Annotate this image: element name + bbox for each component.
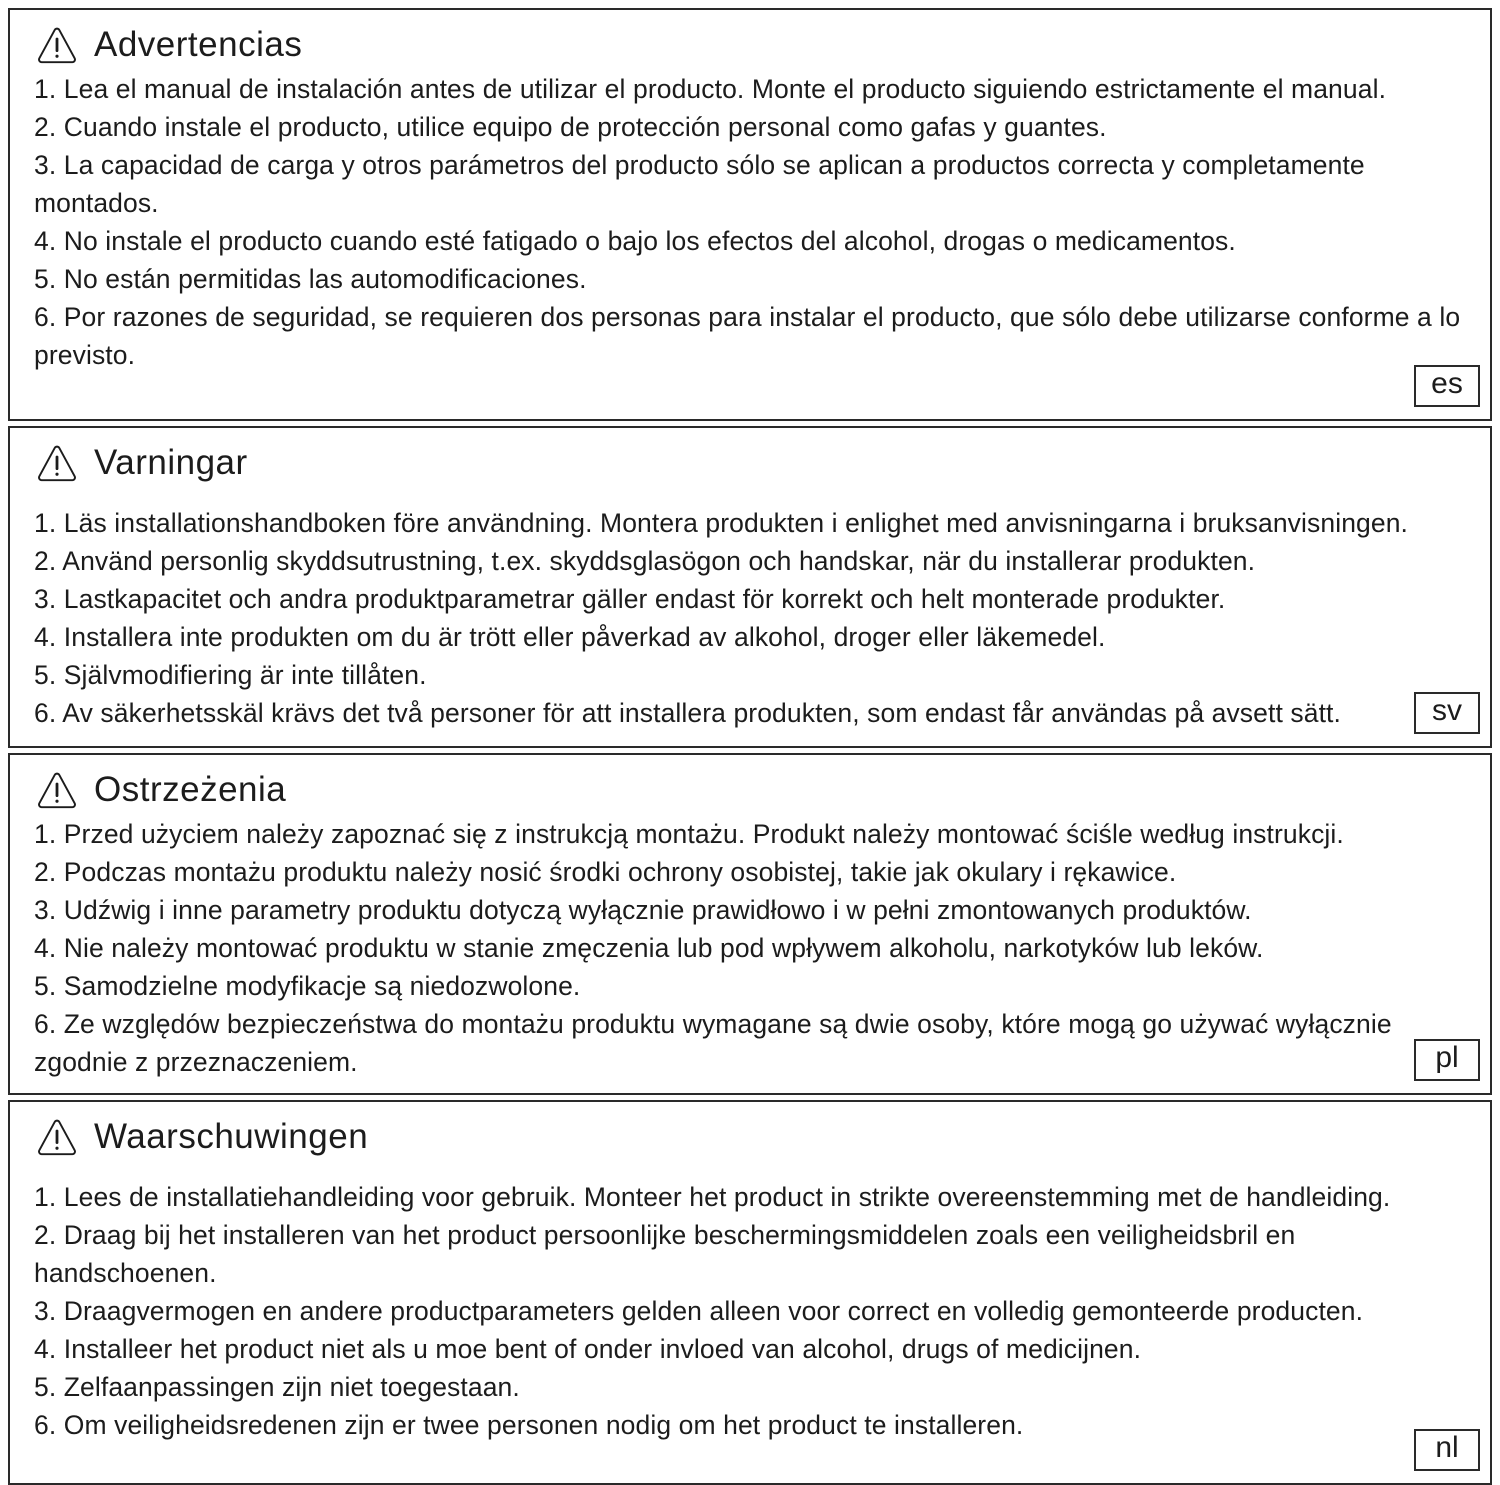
warning-item: 3. Udźwig i inne parametry produktu dotyczą wyłącznie prawidłowo i w pełni zmontowanych produktów. (34, 895, 1252, 925)
warning-item: 4. No instale el producto cuando esté fatigado o bajo los efectos del alcohol, drogas o medicamentos. (34, 226, 1236, 256)
language-badge-es: es (1414, 365, 1480, 407)
section-heading (36, 769, 1466, 811)
warning-list (34, 815, 1466, 1081)
warning-triangle-icon (36, 24, 78, 66)
warning-item: 2. Podczas montażu produktu należy nosić środki ochrony osobistej, takie jak okulary i rękawice. (34, 857, 1177, 887)
section-heading (36, 24, 1466, 66)
warning-item: 6. Por razones de seguridad, se requieren dos personas para instalar el producto, que sólo debe utilizarse conforme a lo previsto. (34, 302, 1461, 370)
warning-item: 2. Använd personlig skyddsutrustning, t.ex. skyddsglasögon och handskar, när du installerar produkten. (34, 546, 1256, 576)
section-title: Waarschuwingen (94, 1117, 369, 1156)
warning-section-pl (8, 753, 1492, 1095)
warning-item: 2. Draag bij het installeren van het product persoonlijke beschermingsmiddelen zoals een veiligheidsbril en handschoenen. (34, 1220, 1296, 1288)
warning-item: 3. Lastkapacitet och andra produktparametrar gäller endast för korrekt och helt monterade produkter. (34, 584, 1226, 614)
warning-item: 1. Przed użyciem należy zapoznać się z instrukcją montażu. Produkt należy montować ściśle według instrukcji. (34, 819, 1344, 849)
warning-triangle-icon (36, 769, 78, 811)
section-heading (36, 1116, 1466, 1158)
warning-section-es (8, 8, 1492, 421)
language-badge-nl: nl (1414, 1429, 1480, 1471)
warning-list (34, 504, 1466, 732)
language-badge-sv: sv (1414, 692, 1480, 734)
section-heading (36, 442, 1466, 484)
warning-triangle-icon (36, 442, 78, 484)
warning-item: 3. La capacidad de carga y otros parámetros del producto sólo se aplican a productos correcta y completamente montados. (34, 150, 1365, 218)
warning-list (34, 70, 1466, 374)
warning-item: 1. Lea el manual de instalación antes de utilizar el producto. Monte el producto siguiendo estrictamente el manual. (34, 74, 1387, 104)
warning-item: 2. Cuando instale el producto, utilice equipo de protección personal como gafas y guantes. (34, 112, 1107, 142)
warning-section-sv (8, 426, 1492, 748)
warning-item: 5. No están permitidas las automodificaciones. (34, 264, 587, 294)
warning-item: 6. Om veiligheidsredenen zijn er twee personen nodig om het product te installeren. (34, 1410, 1024, 1440)
warning-item: 5. Samodzielne modyfikacje są niedozwolone. (34, 971, 581, 1001)
warning-item: 6. Ze względów bezpieczeństwa do montażu produktu wymagane są dwie osoby, które mogą go używać wyłącznie zgodnie z przeznaczeniem. (34, 1009, 1392, 1077)
language-badge-pl: pl (1414, 1039, 1480, 1081)
warning-item: 4. Nie należy montować produktu w stanie zmęczenia lub pod wpływem alkoholu, narkotyków lub leków. (34, 933, 1264, 963)
section-title: Advertencias (94, 25, 303, 64)
warning-item: 1. Lees de installatiehandleiding voor gebruik. Monteer het product in strikte overeenstemming met de handleiding. (34, 1182, 1391, 1212)
warning-triangle-icon (36, 1116, 78, 1158)
warning-item: 4. Installeer het product niet als u moe bent of onder invloed van alcohol, drugs of medicijnen. (34, 1334, 1142, 1364)
section-title: Ostrzeżenia (94, 770, 287, 809)
warning-section-nl (8, 1100, 1492, 1485)
warning-list (34, 1178, 1466, 1444)
warning-item: 5. Zelfaanpassingen zijn niet toegestaan. (34, 1372, 520, 1402)
warning-item: 6. Av säkerhetsskäl krävs det två personer för att installera produkten, som endast får användas på avsett sätt. (34, 698, 1341, 728)
warning-item: 5. Självmodifiering är inte tillåten. (34, 660, 427, 690)
warning-item: 3. Draagvermogen en andere productparameters gelden alleen voor correct en volledig gemonteerde producten. (34, 1296, 1364, 1326)
warning-item: 1. Läs installationshandboken före användning. Montera produkten i enlighet med anvisningarna i bruksanvisningen. (34, 508, 1409, 538)
section-title: Varningar (94, 443, 248, 482)
warning-item: 4. Installera inte produkten om du är trött eller påverkad av alkohol, droger eller läkemedel. (34, 622, 1106, 652)
